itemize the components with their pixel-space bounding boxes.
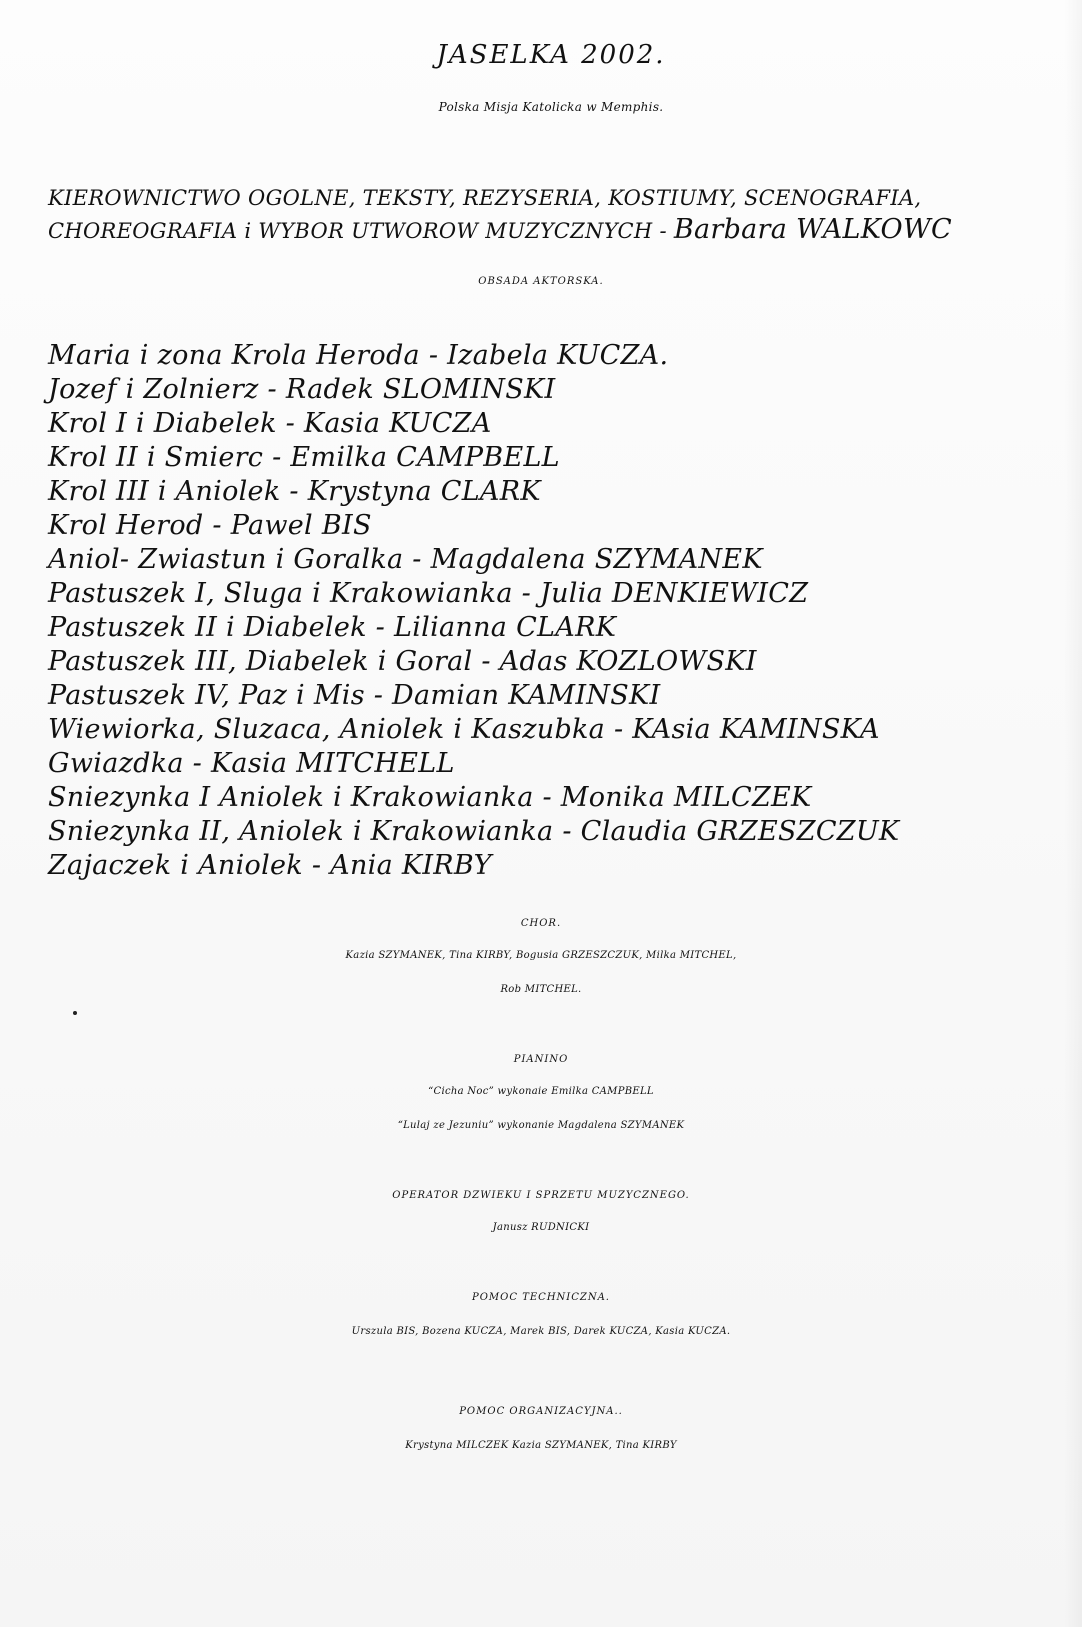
cast-item: Pastuszek IV, Paz i Mis - Damian KAMINSKI	[48, 680, 661, 711]
direction-line-2	[48, 214, 952, 245]
cast-item: Aniol- Zwiastun i Goralka - Magdalena SZYMANEK	[48, 544, 763, 575]
sound-line-1: Janusz RUDNICKI	[492, 1222, 590, 1233]
cast-item: Krol II i Smierc - Emilka CAMPBELL	[48, 442, 560, 473]
cast-item: Pastuszek III, Diabelek i Goral - Adas KOZLOWSKI	[48, 646, 757, 677]
sound-heading: OPERATOR DZWIEKU I SPRZETU MUZYCZNEGO.	[392, 1190, 690, 1201]
tech-heading: POMOC TECHNICZNA.	[472, 1292, 610, 1303]
cast-item: Krol Herod - Pawel BIS	[48, 510, 372, 541]
direction-roles: CHOREOGRAFIA i WYBOR UTWOROW MUZYCZNYCH -	[48, 219, 667, 243]
page-edge-shadow	[1064, 0, 1082, 1627]
cast-item: Sniezynka II, Aniolek i Krakowianka - Claudia GRZESZCZUK	[48, 816, 900, 847]
ink-dot	[73, 1011, 77, 1015]
choir-heading: CHOR.	[520, 918, 562, 929]
cast-item: Maria i zona Krola Heroda - Izabela KUCZA.	[48, 340, 669, 371]
piano-line-2: “Lulaj ze Jezuniu” wykonanie Magdalena SZYMANEK	[397, 1120, 685, 1131]
cast-item: Krol III i Aniolek - Krystyna CLARK	[48, 476, 541, 507]
piano-heading: PIANINO	[513, 1054, 569, 1065]
cast-item: Sniezynka I Aniolek i Krakowianka - Monika MILCZEK	[48, 782, 812, 813]
page-subtitle: Polska Misja Katolicka w Memphis.	[438, 100, 664, 114]
choir-line-2: Rob MITCHEL.	[500, 984, 582, 995]
piano-line-1: “Cicha Noc” wykonaie Emilka CAMPBELL	[428, 1086, 654, 1097]
choir-line-1: Kazia SZYMANEK, Tina KIRBY, Bogusia GRZESZCZUK, Milka MITCHEL,	[345, 950, 737, 961]
cast-item: Gwiazdka - Kasia MITCHELL	[48, 748, 455, 779]
tech-line-1: Urszula BIS, Bozena KUCZA, Marek BIS, Darek KUCZA, Kasia KUCZA.	[351, 1326, 731, 1337]
org-heading: POMOC ORGANIZACYJNA..	[459, 1406, 623, 1417]
cast-heading: OBSADA AKTORSKA.	[478, 276, 604, 287]
cast-item: Jozef i Zolnierz - Radek SLOMINSKI	[48, 374, 556, 405]
cast-item: Zajaczek i Aniolek - Ania KIRBY	[48, 850, 492, 881]
cast-item: Wiewiorka, Sluzaca, Aniolek i Kaszubka - KAsia KAMINSKA	[48, 714, 880, 745]
cast-item: Pastuszek I, Sluga i Krakowianka - Julia DENKIEWICZ	[48, 578, 809, 609]
page-title: JASELKA 2002.	[436, 40, 666, 70]
cast-item: Krol I i Diabelek - Kasia KUCZA	[48, 408, 492, 439]
director-name: Barbara WALKOWC	[673, 214, 952, 245]
direction-line-1: KIEROWNICTWO OGOLNE, TEKSTY, REZYSERIA, KOSTIUMY, SCENOGRAFIA,	[48, 186, 922, 210]
cast-item: Pastuszek II i Diabelek - Lilianna CLARK	[48, 612, 617, 643]
org-line-1: Krystyna MILCZEK Kazia SZYMANEK, Tina KIRBY	[405, 1440, 677, 1451]
